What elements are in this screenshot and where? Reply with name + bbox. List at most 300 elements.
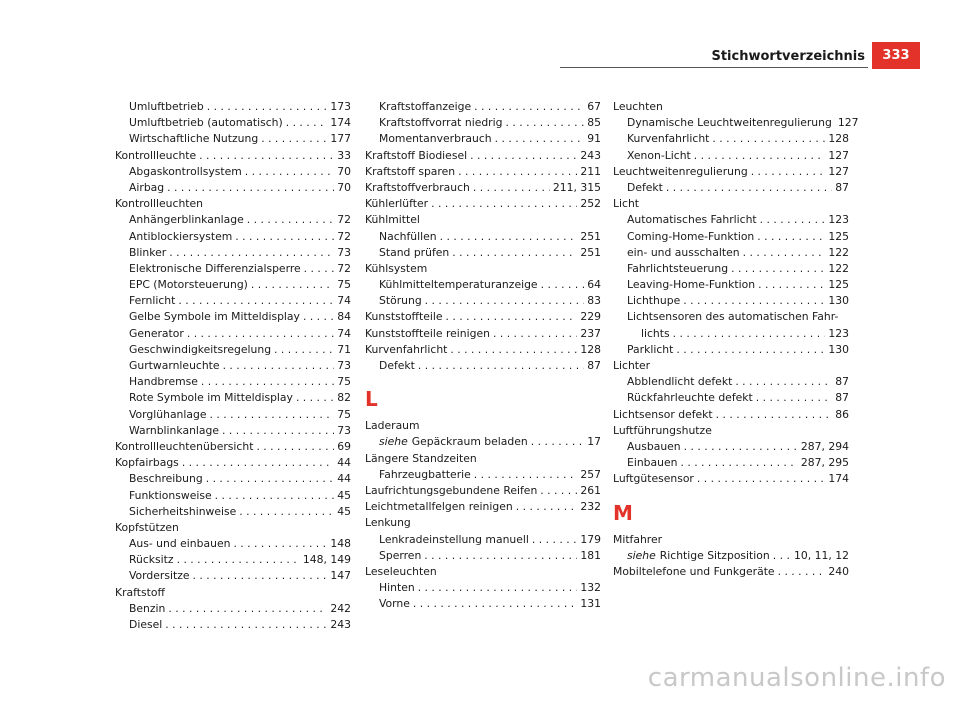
index-entry (115, 439, 351, 455)
page-reference: 125 (828, 278, 849, 292)
page-reference: 70 (337, 180, 351, 194)
leader-dots (274, 342, 334, 358)
leader-dots (425, 293, 585, 309)
leader-dots (531, 434, 585, 450)
leader-dots (178, 293, 334, 309)
entry-label: Leaving-Home-Funktion (627, 278, 756, 292)
index-subentry (365, 532, 601, 548)
page-reference: 127 (828, 148, 849, 162)
page-reference: 83 (587, 294, 601, 308)
entry-label: Automatisches Fahrlicht (627, 213, 757, 227)
entry-label: Kraftstoffverbrauch (365, 180, 470, 194)
index-subentry (365, 548, 601, 564)
index-subentry (115, 390, 351, 406)
see-reference: siehe (627, 548, 656, 562)
entry-label: Sperren (379, 548, 422, 562)
page-reference: 64 (587, 278, 601, 292)
page-reference: 85 (587, 116, 601, 130)
page-reference: 127 (837, 116, 859, 130)
page-reference: 10, 11, 12 (794, 548, 849, 562)
entry-label: Vorglühanlage (129, 407, 207, 421)
leader-dots (446, 309, 578, 325)
index-subentry (115, 131, 351, 147)
index-subentry (613, 293, 849, 309)
leader-dots (673, 326, 826, 342)
page-reference: 74 (337, 326, 351, 340)
leader-dots (256, 439, 334, 455)
entry-label: Längere Standzeiten (365, 451, 477, 465)
page-reference: 72 (337, 213, 351, 227)
page-reference: 147 (330, 569, 351, 583)
leader-dots (684, 439, 798, 455)
entry-label: Fernlicht (129, 294, 176, 308)
index-subentry (115, 536, 351, 552)
page-header (0, 0, 960, 70)
leader-dots (245, 164, 335, 180)
page-reference: 17 (587, 435, 601, 449)
page-reference: 73 (337, 245, 351, 259)
entry-label: Fahrlichtsteuerung (627, 261, 729, 275)
entry-label: Lenkradeinstellung manuell (379, 532, 529, 546)
page-reference: 73 (337, 423, 351, 437)
leader-dots (235, 229, 334, 245)
page-reference: 174 (330, 116, 351, 130)
entry-label: Vordersitze (129, 569, 190, 583)
entry-label: Kraftstoffanzeige (379, 100, 472, 113)
entry-label: Kühlmitteltemperaturanzeige (379, 278, 538, 292)
leader-dots (760, 212, 826, 228)
index-subentry (115, 504, 351, 520)
index-subentry (613, 439, 849, 455)
leader-dots (167, 180, 334, 196)
leader-dots (680, 455, 797, 471)
entry-label: Abblendlicht defekt (627, 375, 733, 389)
index-subentry (365, 131, 601, 147)
entry-label: Wirtschaftliche Nutzung (129, 132, 259, 146)
entry-label: Anhängerblinkanlage (129, 213, 244, 227)
entry-label: Luftführungshutze (613, 423, 712, 437)
leader-dots (239, 504, 334, 520)
leader-dots (735, 374, 832, 390)
leader-dots (516, 499, 578, 515)
page-reference: 128 (580, 342, 601, 356)
index-subentry (115, 617, 351, 633)
entry-label: Warnblinkanlage (129, 423, 220, 437)
index-subentry (613, 455, 849, 471)
index-entry (115, 585, 351, 601)
leader-dots (247, 212, 334, 228)
index-entry (115, 148, 351, 164)
index-subentry (365, 434, 601, 450)
entry-label: Elektronische Differenzialsperre (129, 261, 301, 275)
index-entry (365, 148, 601, 164)
index-subentry (365, 229, 601, 245)
leader-dots (418, 358, 584, 374)
entry-label: Leseleuchten (365, 564, 437, 578)
index-subentry (115, 229, 351, 245)
index-subentry (613, 180, 849, 196)
entry-label: Kontrollleuchtenübersicht (115, 439, 254, 453)
page-reference: 84 (337, 310, 351, 324)
page-reference: 70 (337, 164, 351, 178)
leader-dots (773, 548, 791, 564)
index-entry (365, 483, 601, 499)
entry-label: Kontrollleuchte (115, 148, 197, 162)
index-subentry (115, 358, 351, 374)
entry-label: Stand prüfen (379, 245, 450, 259)
entry-label: Fahrzeugbatterie (379, 467, 471, 481)
index-subentry (115, 423, 351, 439)
page-reference: 122 (828, 261, 849, 275)
page-reference: 71 (337, 342, 351, 356)
page-reference: 123 (828, 326, 849, 340)
page-reference: 45 (337, 504, 351, 518)
index-subentry (115, 277, 351, 293)
page-reference: 130 (828, 294, 849, 308)
entry-label: Leichtmetallfelgen reinigen (365, 500, 513, 514)
index-subentry (613, 548, 849, 564)
page-reference: 261 (580, 483, 601, 497)
leader-dots (778, 564, 826, 580)
entry-label: Hinten (379, 581, 415, 595)
index-subentry (365, 467, 601, 483)
page-reference: 211, 315 (552, 180, 601, 194)
page-reference: 122 (828, 245, 849, 259)
page-reference: 177 (330, 132, 351, 146)
page-reference: 87 (835, 391, 849, 405)
leader-dots (222, 423, 334, 439)
page-reference: 75 (337, 375, 351, 389)
index-entry (365, 196, 601, 212)
entry-label: Rückfahrleuchte defekt (627, 391, 753, 405)
entry-label: Rücksitz (129, 553, 174, 567)
leader-dots (541, 277, 585, 293)
index-subentry (115, 488, 351, 504)
entry-label: Benzin (129, 601, 166, 615)
page-reference: 44 (337, 472, 351, 486)
page-reference: 174 (828, 472, 849, 486)
page-reference: 87 (835, 375, 849, 389)
page-reference: 72 (337, 261, 351, 275)
page-reference: 82 (337, 391, 351, 405)
page-reference: 130 (828, 342, 849, 356)
entry-label: Kopfairbags (115, 456, 179, 470)
page-reference: 242 (330, 601, 351, 615)
entry-label: Richtige Sitzposition (659, 548, 770, 562)
entry-label: Kühlsystem (365, 261, 428, 275)
page-reference: 75 (337, 278, 351, 292)
page-reference: 86 (835, 407, 849, 421)
watermark: carmanualsonline.info (647, 663, 946, 693)
index-subentry (115, 326, 351, 342)
page-reference: 243 (580, 148, 601, 162)
leader-dots (676, 342, 825, 358)
page-reference: 287, 294 (800, 439, 849, 453)
page-reference: 148 (330, 537, 351, 551)
index-subentry (115, 115, 351, 131)
index-subentry (613, 131, 849, 147)
leader-dots (201, 374, 334, 390)
running-title: Stichwortverzeichnis (711, 49, 865, 64)
leader-dots (424, 548, 577, 564)
index-entry (365, 418, 601, 434)
index-subentry (115, 374, 351, 390)
leader-dots (493, 326, 577, 342)
index-subentry (115, 293, 351, 309)
leader-dots (756, 390, 833, 406)
leader-dots (758, 277, 825, 293)
index-subentry (613, 374, 849, 390)
page-reference: 87 (587, 359, 601, 372)
entry-label: Licht (613, 197, 640, 211)
index-entry (365, 261, 601, 277)
index-entry (613, 471, 849, 487)
entry-label: Dynamische Leuchtweitenregulierung (627, 116, 832, 130)
index-subentry (115, 261, 351, 277)
index-entry (613, 196, 849, 212)
index-subentry (365, 245, 601, 261)
index-subentry (115, 568, 351, 584)
index-entry (365, 180, 601, 196)
index-subentry (115, 309, 351, 325)
entry-label: Umluftbetrieb (129, 100, 204, 113)
index-subentry (365, 293, 601, 309)
index-entry (115, 455, 351, 471)
page-reference: 73 (337, 359, 351, 372)
leader-dots (182, 455, 334, 471)
leader-dots (458, 164, 577, 180)
entry-label: Umluftbetrieb (automatisch) (129, 116, 283, 130)
index-entry (365, 451, 601, 467)
entry-label: Lenkung (365, 516, 411, 530)
index-subentry (115, 342, 351, 358)
leader-dots (303, 309, 334, 325)
entry-label: EPC (Motorsteuerung) (129, 278, 248, 292)
index-entry (613, 358, 849, 374)
page-reference: 179 (580, 532, 601, 546)
page-reference: 45 (337, 488, 351, 502)
entry-label: Einbauen (627, 456, 678, 470)
page-reference: 44 (337, 456, 351, 470)
leader-dots (431, 196, 577, 212)
leader-dots (210, 407, 335, 423)
leader-dots (193, 568, 328, 584)
leader-dots (177, 552, 300, 568)
leader-dots (168, 601, 327, 617)
entry-label: Funktionsweise (129, 488, 212, 502)
index-subentry (365, 580, 601, 596)
index-subentry (613, 309, 849, 325)
leader-dots (731, 261, 825, 277)
index-entry (613, 164, 849, 180)
page-reference: 287, 295 (800, 456, 849, 470)
entry-label: Gepäckraum beladen (411, 435, 528, 449)
entry-label: Kurvenfahrlicht (365, 342, 448, 356)
index-subentry (115, 180, 351, 196)
entry-label: Laufrichtungsgebundene Reifen (365, 483, 538, 497)
leader-dots (286, 115, 328, 131)
index-entry (365, 564, 601, 580)
index-entry (365, 309, 601, 325)
index-subentry (613, 148, 849, 164)
entry-label: Mobiltelefone und Funkgeräte (613, 564, 775, 578)
page-reference: 125 (828, 229, 849, 243)
index-subentry (365, 596, 601, 612)
index-entry (613, 564, 849, 580)
leader-dots (450, 342, 577, 358)
leader-dots (757, 229, 825, 245)
page-reference: 251 (580, 245, 601, 259)
entry-label: Gelbe Symbole im Mitteldisplay (129, 310, 300, 324)
index-subentry (115, 212, 351, 228)
page-reference: 243 (330, 618, 351, 631)
entry-label: Kontrollleuchten (115, 197, 204, 211)
entry-label: Geschwindigkeitsregelung (129, 342, 272, 356)
index-subentry (613, 245, 849, 261)
page-reference: 257 (580, 467, 601, 481)
leader-dots (474, 467, 578, 483)
page-number-tab: 333 (872, 42, 920, 69)
page-reference: 67 (587, 100, 601, 113)
entry-label: Kraftstoff sparen (365, 164, 456, 178)
index-column-2 (365, 99, 601, 612)
index-subentry (115, 601, 351, 617)
page-reference: 181 (580, 548, 601, 562)
index-subentry (613, 342, 849, 358)
entry-label: Ausbauen (627, 439, 681, 453)
index-entry (365, 326, 601, 342)
leader-dots (751, 164, 826, 180)
section-letter: M (613, 500, 633, 525)
header-rule (560, 67, 868, 68)
section-letter: L (365, 387, 378, 412)
index-subentry (115, 471, 351, 487)
entry-label: Kraftstoffvorrat niedrig (379, 116, 503, 130)
leader-dots (261, 131, 327, 147)
leader-dots (215, 488, 335, 504)
entry-label: Antiblockiersystem (129, 229, 233, 243)
leader-dots (165, 617, 327, 633)
page-reference: 252 (580, 197, 601, 211)
page-reference: 72 (337, 229, 351, 243)
index-column-1 (115, 99, 351, 633)
leader-dots (473, 180, 550, 196)
entry-label: Sicherheitshinweise (129, 504, 237, 518)
leader-dots (532, 532, 577, 548)
entry-label: Xenon-Licht (627, 148, 691, 162)
entry-label: Defekt (379, 359, 415, 372)
entry-label: Abgaskontrollsystem (129, 164, 242, 178)
index-subentry (115, 552, 351, 568)
page-reference: 132 (580, 581, 601, 595)
leader-dots (666, 180, 832, 196)
page-reference: 131 (580, 597, 601, 611)
index-entry (365, 164, 601, 180)
index-subentry (365, 358, 601, 374)
entry-label: Mitfahrer (613, 532, 663, 546)
leader-dots (418, 580, 578, 596)
leader-dots (540, 483, 577, 499)
index-entry (365, 515, 601, 531)
entry-label: Handbremse (129, 375, 198, 389)
entry-label: Lichtsensoren des automatischen Fahr- (627, 310, 839, 324)
leader-dots (743, 245, 826, 261)
leader-dots (199, 148, 334, 164)
leader-dots (413, 596, 578, 612)
page-reference: 229 (580, 310, 601, 324)
entry-label: Lichthupe (627, 294, 681, 308)
entry-label: Kraftstoff (115, 585, 165, 599)
entry-label: Nachfüllen (379, 229, 437, 243)
page-reference: 173 (330, 100, 351, 113)
entry-label: Kühlerlüfter (365, 197, 429, 211)
leader-dots (697, 471, 826, 487)
leader-dots (207, 99, 328, 115)
leader-dots (474, 99, 584, 115)
index-entry (365, 212, 601, 228)
index-subentry (115, 245, 351, 261)
entry-label: Aus- und einbauen (129, 537, 231, 551)
leader-dots (233, 536, 327, 552)
leader-dots (694, 148, 826, 164)
page-reference: 74 (337, 294, 351, 308)
entry-label: Kraftstoff Biodiesel (365, 148, 468, 162)
page-reference: 232 (580, 500, 601, 514)
leader-dots (712, 131, 825, 147)
page-reference: 33 (337, 148, 351, 162)
entry-label: Laderaum (365, 419, 420, 433)
page-reference: 127 (828, 164, 849, 178)
leader-dots (452, 245, 577, 261)
entry-label: Beschreibung (129, 472, 203, 486)
leader-dots (251, 277, 334, 293)
entry-label: Kunststoffteile (365, 310, 443, 324)
leader-dots (440, 229, 578, 245)
index-subentry (613, 390, 849, 406)
index-subentry (365, 115, 601, 131)
index-subentry (613, 326, 849, 342)
entry-label: Generator (129, 326, 184, 340)
entry-label: Kunststoffteile reinigen (365, 326, 490, 340)
index-entry (613, 407, 849, 423)
page-reference: 69 (337, 439, 351, 453)
index-subentry (365, 99, 601, 115)
entry-label: Defekt (627, 180, 663, 194)
entry-label: Luftgütesensor (613, 472, 694, 486)
index-entry (365, 499, 601, 515)
page-reference: 128 (828, 132, 849, 146)
index-entry (115, 196, 351, 212)
entry-label: Parklicht (627, 342, 674, 356)
entry-label: Coming-Home-Funktion (627, 229, 755, 243)
entry-label: Rote Symbole im Mitteldisplay (129, 391, 293, 405)
leader-dots (683, 293, 825, 309)
index-subentry (115, 407, 351, 423)
index-column-3 (613, 99, 859, 580)
entry-label: Gurtwarnleuchte (129, 359, 220, 372)
entry-label: Airbag (129, 180, 165, 194)
leader-dots (495, 131, 585, 147)
entry-label: Leuchtweitenregulierung (613, 164, 748, 178)
page-reference: 251 (580, 229, 601, 243)
entry-label: ein- und ausschalten (627, 245, 740, 259)
entry-label: Leuchten (613, 100, 663, 113)
entry-label: Vorne (379, 597, 410, 611)
leader-dots (187, 326, 334, 342)
page-reference: 87 (835, 180, 849, 194)
leader-dots (716, 407, 833, 423)
page-reference: 211 (580, 164, 601, 178)
